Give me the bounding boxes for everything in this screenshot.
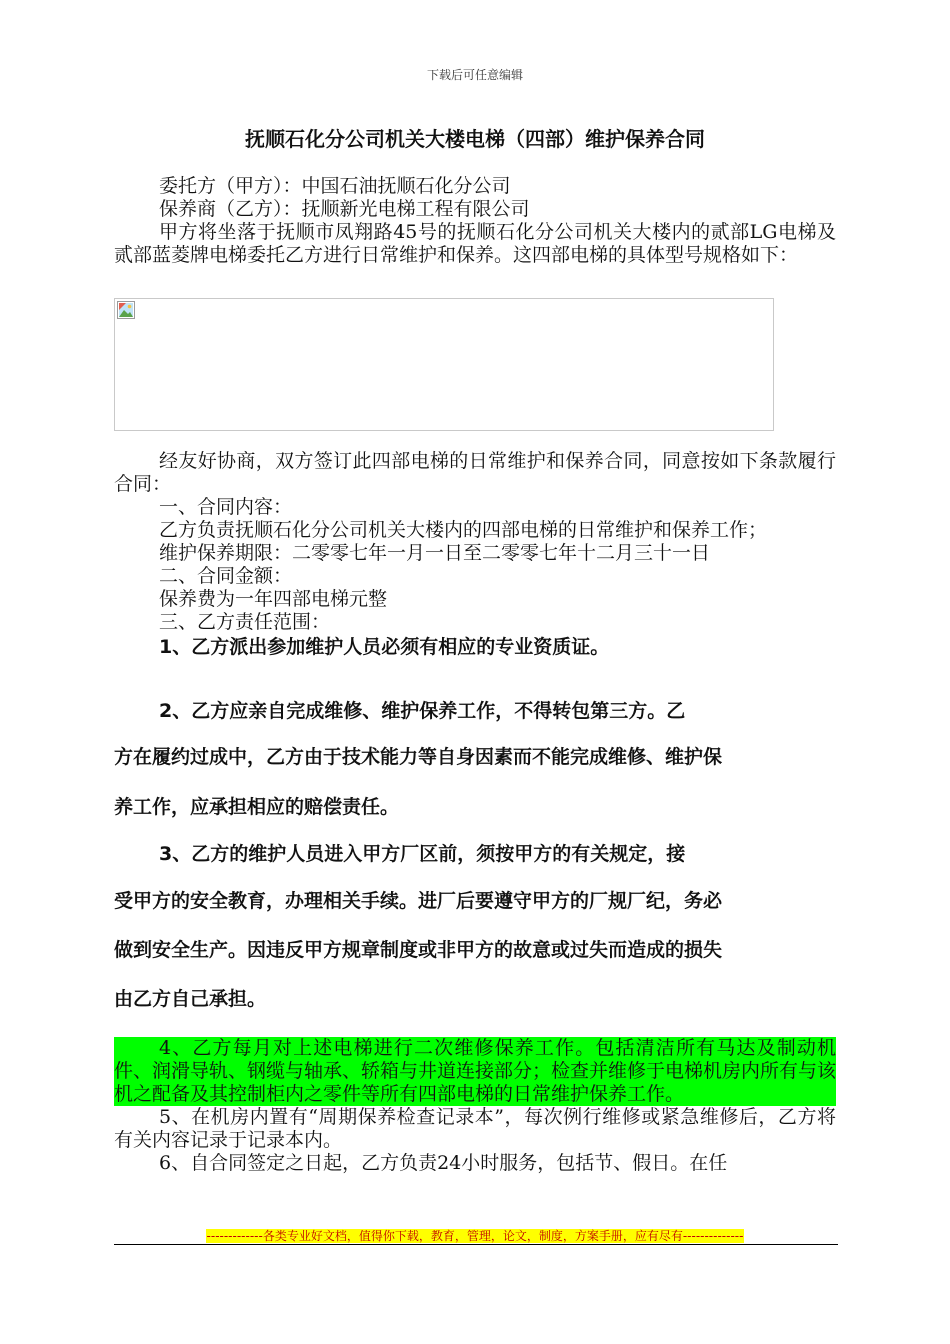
- party-a: 委托方（甲方）：中国石油抚顺石化分公司: [159, 175, 511, 197]
- header-note: 下载后可任意编辑: [426, 68, 523, 82]
- item-2-text-1: 2、乙方应亲自完成维修、维护保养工作，不得转包第三方。乙: [159, 700, 686, 722]
- section2-text: 保养费为一年四部电梯元整: [159, 588, 388, 610]
- footer-divider: [114, 1244, 838, 1245]
- item-1: 1、乙方派出参加维护人员必须有相应的专业资质证。: [159, 636, 610, 658]
- footer-banner: [0, 1227, 950, 1244]
- item-4-highlighted: 4、乙方每月对上述电梯进行二次维修保养工作。包括清洁所有马达及制动机件、润滑导轨、钢缆与轴承、轿箱与井道连接部分；检查并维修于电梯机房内所有与该机之配备及其控制柜内之零件等所有四部电梯的日常维护保养工作。: [114, 1037, 837, 1105]
- agreement-paragraph: 经友好协商，双方签订此四部电梯的日常维护和保养合同，同意按如下条款履行合同：: [114, 450, 836, 495]
- broken-image-icon: [117, 301, 135, 319]
- contract-body-continued: [114, 1037, 836, 1175]
- contract-body: [114, 450, 836, 660]
- section3-title: 三、乙方责任范围：: [159, 611, 331, 633]
- item-3-line-1: [114, 842, 836, 867]
- section2-title: 二、合同金额：: [159, 565, 293, 587]
- footer-text: -------------各类专业好文档，值得你下载，教育，管理，论文，制度，方案手册，应有尽有--------------: [206, 1229, 744, 1243]
- party-b: 保养商（乙方）：抚顺新光电梯工程有限公司: [159, 198, 530, 220]
- intro-paragraph: 甲方将坐落于抚顺市凤翔路45号的抚顺石化分公司机关大楼内的贰部LG电梯及贰部蓝菱牌电梯委托乙方进行日常维护和保养。这四部电梯的具体型号规格如下：: [114, 221, 836, 266]
- document-title: 抚顺石化分公司机关大楼电梯（四部）维护保养合同: [245, 127, 705, 151]
- item-2-text-2: 方在履约过成中，乙方由于技术能力等自身因素而不能完成维修、维护保: [114, 746, 723, 768]
- image-placeholder: [114, 298, 774, 431]
- parties-block: [114, 175, 836, 267]
- item-5: 5、在机房内置有“周期保养检查记录本”，每次例行维修或紧急维修后，乙方将有关内容记录于记录本内。: [114, 1106, 836, 1151]
- item-3-text-2: 受甲方的安全教育，办理相关手续。进厂后要遵守甲方的厂规厂纪，务必: [114, 890, 723, 912]
- item-2-text-3: 养工作，应承担相应的赔偿责任。: [114, 796, 400, 818]
- item-2-line-1: [114, 699, 836, 724]
- section1-period: 维护保养期限：二零零七年一月一日至二零零七年十二月三十一日: [159, 542, 711, 564]
- section1-title: 一、合同内容：: [159, 496, 293, 518]
- item-3-text-3: 做到安全生产。因违反甲方规章制度或非甲方的故意或过失而造成的损失: [114, 939, 723, 961]
- section1-text: 乙方负责抚顺石化分公司机关大楼内的四部电梯的日常维护和保养工作；: [159, 519, 768, 541]
- item-3-text-4: 由乙方自己承担。: [114, 988, 267, 1010]
- item-6: 6、自合同签定之日起，乙方负责24小时服务，包括节、假日。在任: [159, 1152, 728, 1174]
- item-3-text-1: 3、乙方的维护人员进入甲方厂区前，须按甲方的有关规定，接: [159, 843, 686, 865]
